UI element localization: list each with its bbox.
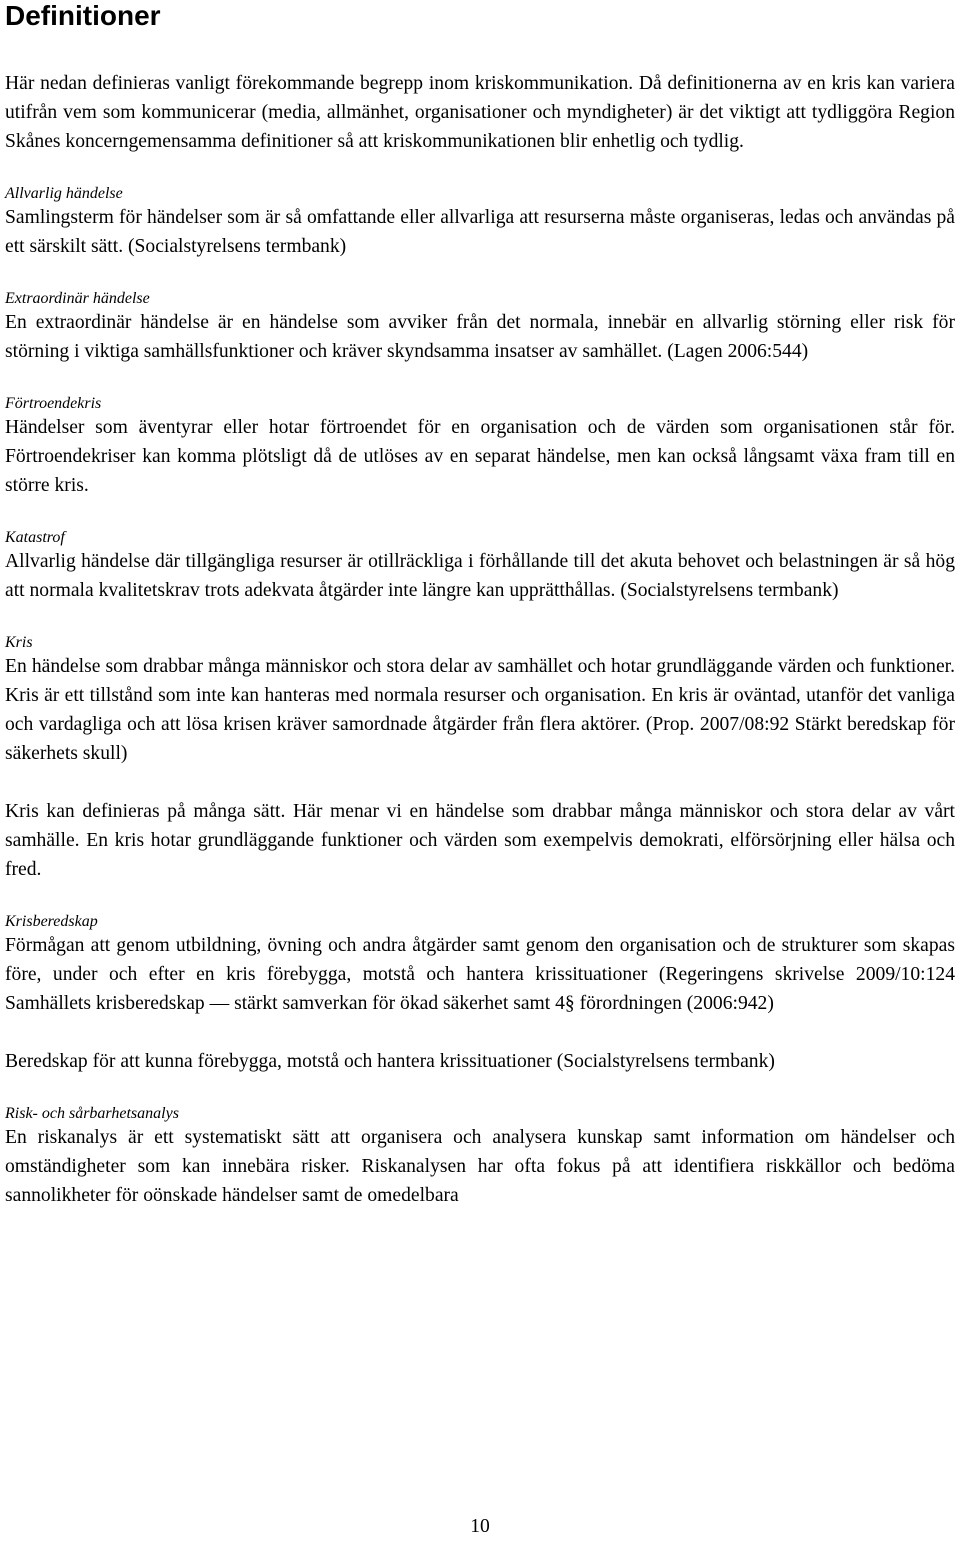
definition-term: Krisberedskap	[5, 913, 98, 930]
definition-text: Kris kan definieras på många sätt. Här menar vi en händelse som drabbar många människor och stora delar av vårt samhälle. En kris hotar grundläggande funktioner och värden som exempelvis demokrati, elförsörjning eller hälsa och fred.	[5, 801, 955, 880]
definition-text: En riskanalys är ett systematiskt sätt att organisera och analysera kunskap samt information om händelser och omständigheter som kan innebära risker. Riskanalysen har ofta fokus på att identifiera riskkällor och bedöma sannolikheter för oönskade händelser samt de omedelbara	[5, 1127, 955, 1206]
page-number: 10	[470, 1516, 490, 1537]
definition-term: Katastrof	[5, 529, 65, 546]
page-heading: Definitioner	[5, 0, 161, 31]
definition-section	[5, 913, 955, 1076]
definition-term: Risk- och sårbarhetsanalys	[5, 1105, 179, 1122]
definition-text: Samlingsterm för händelser som är så omfattande eller allvarliga att resurserna måste organiseras, ledas och användas på ett särskilt sätt. (Socialstyrelsens termbank)	[5, 207, 955, 257]
definition-text: Allvarlig händelse där tillgängliga resurser är otillräckliga i förhållande till det akuta behovet och belastningen är så hög att normala kvalitetskrav trots adekvata åtgärder inte längre kan upprätthållas. (Socialstyrelsens termbank)	[5, 551, 955, 601]
definition-text: Händelser som äventyrar eller hotar förtroendet för en organisation och de värden som organisationen står för. Förtroendekriser kan komma plötsligt då de utlöses av en separat händelse, men kan också långsamt växa fram till en större kris.	[5, 417, 955, 496]
definition-text: Beredskap för att kunna förebygga, motstå och hantera krissituationer (Socialstyrelsens termbank)	[5, 1051, 775, 1072]
definition-section	[5, 185, 955, 261]
definition-section	[5, 529, 955, 605]
definition-term: Kris	[5, 634, 33, 651]
definition-section	[5, 395, 955, 500]
definition-section	[5, 1105, 955, 1210]
definition-term: Förtroendekris	[5, 395, 102, 412]
definition-text: En händelse som drabbar många människor och stora delar av samhället och hotar grundläggande värden och funktioner. Kris är ett tillstånd som inte kan hanteras med normala resurser och organisation. En kris är oväntad, utanför det vanliga och vardagliga och att lösa krisen kräver samordnade åtgärder från flera aktörer. (Prop. 2007/08:92 Stärkt beredskap för säkerhets skull)	[5, 656, 955, 764]
definition-section	[5, 634, 955, 884]
definition-term: Allvarlig händelse	[5, 185, 123, 202]
definitions-list	[5, 185, 955, 1210]
definition-section	[5, 290, 955, 366]
definition-text: Förmågan att genom utbildning, övning och andra åtgärder samt genom den organisation och de strukturer som skapas före, under och efter en kris förebygga, motstå och hantera krissituationer (Regeringens skrivelse 2009/10:124 Samhällets krisberedskap — stärkt samverkan för ökad säkerhet samt 4§ förordningen (2006:942)	[5, 935, 955, 1014]
definition-text: En extraordinär händelse är en händelse som avviker från det normala, innebär en allvarlig störning eller risk för störning i viktiga samhällsfunktioner och kräver skyndsamma insatser av samhället. (Lagen 2006:544)	[5, 312, 955, 362]
intro-paragraph: Här nedan definieras vanligt förekommande begrepp inom kriskommunikation. Då definitionerna av en kris kan variera utifrån vem som kommunicerar (media, allmänhet, organisationer och myndigheter) är det viktigt att tydliggöra Region Skånes koncerngemensamma definitioner så att kriskommunikationen blir enhetlig och tydlig.	[5, 73, 955, 152]
definition-term: Extraordinär händelse	[5, 290, 150, 307]
document-page	[5, 0, 955, 1210]
